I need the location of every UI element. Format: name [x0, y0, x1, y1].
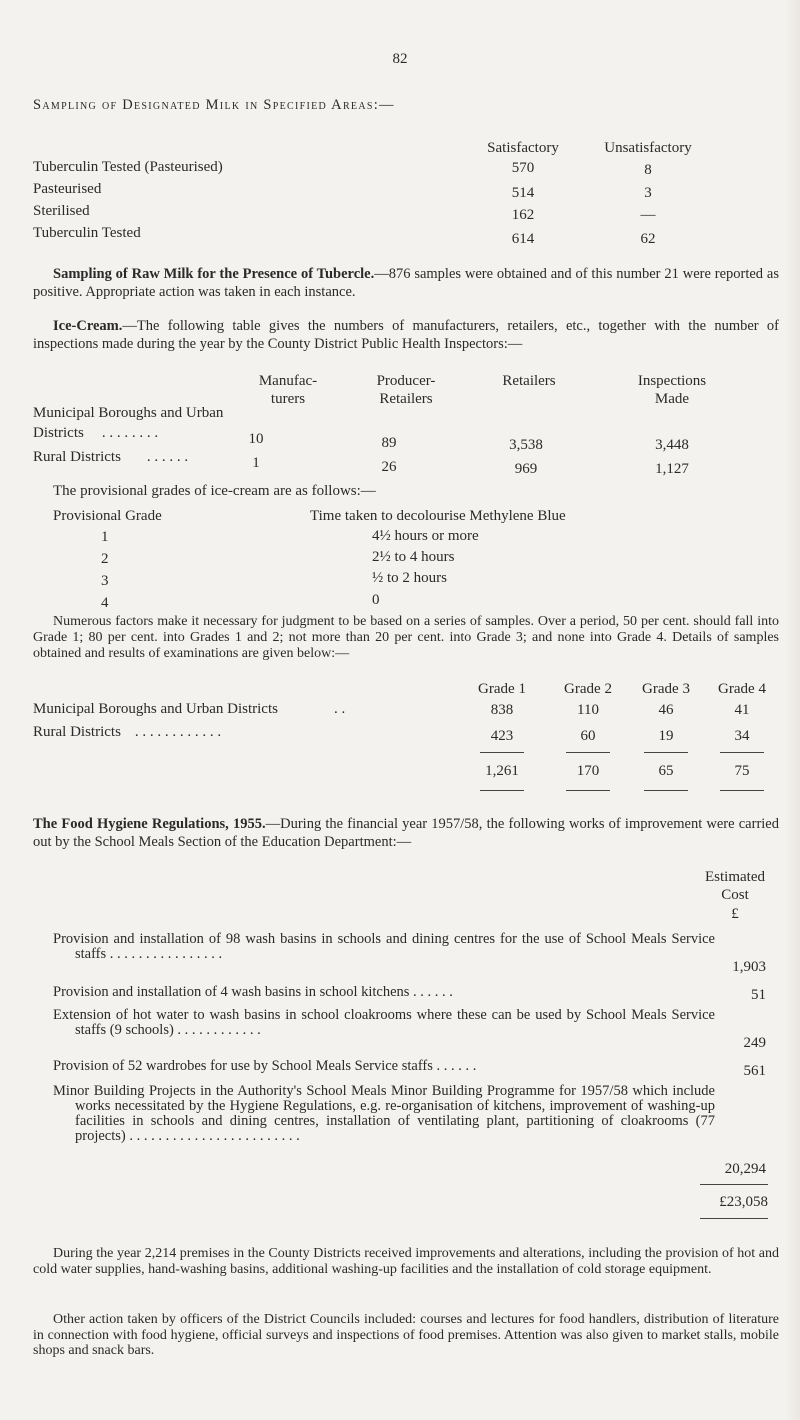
results-grade3: 19 [658, 728, 674, 744]
ice-cream-lead: Ice-Cream. [53, 318, 123, 334]
ice-retailers: 3,538 [509, 437, 543, 453]
milk-satisfactory: 162 [511, 207, 535, 223]
milk-row-label: Tuberculin Tested [33, 225, 141, 241]
milk-unsatisfactory: 8 [644, 162, 652, 178]
cost-header-line2: Cost [721, 887, 749, 904]
results-grade3: 46 [658, 702, 674, 718]
ice-retailers: 969 [514, 461, 538, 477]
col-unsatisfactory: Unsatisfactory [604, 140, 692, 156]
milk-satisfactory: 570 [511, 160, 535, 176]
dot-leader: . . [333, 701, 346, 717]
cost-header-line3: £ [731, 905, 739, 922]
col-retailers: Retailers [502, 373, 556, 389]
rule [644, 752, 688, 753]
rule [480, 790, 524, 791]
results-row2-label [33, 723, 221, 741]
factors-paragraph: Numerous factors make it necessary for judgment to be based on a series of samples. Over a period, 50 per cent. should fall into Grade 1; 80 per cent. into Grades 1 and 2; not more than 20 per cent. into Grade 3; and none into Grade 4. Details of samples obtained and results of examinations are given below:— [33, 614, 779, 662]
col-manufacturers-line2: turers [270, 391, 306, 408]
ice-manufacturers: 10 [248, 431, 264, 447]
time-col-header: Time taken to decolourise Methylene Blue [310, 508, 566, 524]
milk-unsatisfactory: 62 [640, 231, 656, 247]
works-item: Provision of 52 wardrobes for use by School Meals Service staffs . . . . . . [53, 1058, 477, 1074]
rule [700, 1184, 768, 1185]
ice-cream-paragraph [33, 318, 779, 353]
col-grade4: Grade 4 [718, 681, 766, 697]
col-producer-line1: Producer- [376, 373, 436, 389]
dot-leader: . . . . . . [146, 449, 189, 465]
works-item: Provision and installation of 4 wash basins in school kitchens . . . . . . [53, 984, 453, 1000]
other-action-paragraph: Other action taken by officers of the District Councils included: courses and lectures for food handlers, distribution of literature in connection with food hygiene, official surveys and inspections of food premises. Attention was also given to market stalls, mobile shops and snack bars. [33, 1312, 779, 1359]
food-hygiene-paragraph [33, 816, 779, 851]
works-item: Extension of hot water to wash basins in school cloakrooms where these can be used by School Meals Service staffs (9 schools) . . . . . . . . . . . . [53, 1007, 715, 1039]
ice-row1-label-line1: Municipal Boroughs and Urban [33, 405, 224, 421]
raw-milk-lead: Sampling of Raw Milk for the Presence of Tubercle. [53, 266, 375, 282]
milk-unsatisfactory: — [640, 207, 656, 223]
milk-row-label: Pasteurised [33, 181, 102, 197]
results-grade1: 838 [490, 702, 514, 718]
ice-row2-label [33, 448, 188, 466]
grade-time: 4½ hours or more [372, 528, 479, 544]
col-grade1: Grade 1 [478, 681, 526, 697]
milk-row-label: Tuberculin Tested (Pasteurised) [33, 159, 223, 175]
ice-manufacturers: 1 [252, 455, 260, 471]
cost-header-line1: Estimated [705, 869, 765, 885]
results-row2-text: Rural Districts [33, 724, 121, 740]
grades-intro: The provisional grades of ice-cream are as follows:— [53, 483, 376, 499]
col-inspections [607, 372, 737, 409]
results-total-grade3: 65 [658, 763, 674, 779]
ice-inspections: 3,448 [655, 437, 689, 453]
works-item: Minor Building Projects in the Authority's School Meals Minor Building Programme for 1957/58 which include works necessitated by the Hygiene Regulations, e.g. re-organisation of kitchens, improvement of washing-up facilities in schools and dining centres, installation of ventilating plant, partitioning of cloakrooms (77 projects) . . . . . . . . . . . . . . . . . . . . . . . . [53, 1083, 715, 1144]
works-total: £23,058 [719, 1194, 768, 1210]
grade-number: 3 [101, 573, 109, 589]
grade-number: 1 [101, 529, 109, 545]
works-cost: 1,903 [732, 959, 766, 975]
milk-unsatisfactory: 3 [644, 185, 652, 201]
designated-milk-heading: Sampling of Designated Milk in Specified Areas:— [33, 97, 395, 113]
grade-number: 4 [101, 595, 109, 611]
col-manufacturers [228, 372, 348, 409]
works-cost: 249 [743, 1035, 766, 1051]
results-row1-text: Municipal Boroughs and Urban Districts [33, 701, 278, 717]
dot-leader: . . . . . . . . [101, 425, 159, 441]
ice-producer: 89 [381, 435, 397, 451]
results-grade1: 423 [490, 728, 514, 744]
ice-inspections: 1,127 [655, 461, 689, 477]
results-grade4: 41 [734, 702, 750, 718]
rule [566, 752, 610, 753]
results-grade2: 60 [580, 728, 596, 744]
premises-paragraph: During the year 2,214 premises in the County Districts received improvements and alterations, including the provision of hot and cold water supplies, hand-washing basins, additional washing-up facilities and the installation of cold storage equipment. [33, 1246, 779, 1277]
cost-header [680, 868, 790, 923]
results-total-grade2: 170 [576, 763, 600, 779]
dot-leader: . . . . . . . . . . . . [134, 724, 222, 740]
works-item: Provision and installation of 98 wash basins in schools and dining centres for the use of School Meals Service staffs . . . . . . . . . . . . . . . . [53, 931, 715, 963]
grade-time: ½ to 2 hours [372, 570, 447, 586]
ice-row1-label-text: Districts [33, 425, 84, 441]
milk-row-label: Sterilised [33, 203, 90, 219]
grade-col-header: Provisional Grade [53, 508, 162, 524]
results-grade2: 110 [577, 702, 599, 718]
works-cost: 51 [751, 987, 766, 1003]
rule [566, 790, 610, 791]
rule [700, 1218, 768, 1219]
col-producer-retailers [346, 372, 466, 409]
raw-milk-paragraph [33, 266, 779, 301]
food-hygiene-text: —During the financial year 1957/58, the following works of improvement were carried out by the School Meals Section of the Education Department:— [33, 816, 779, 850]
page-number: 82 [392, 51, 408, 67]
results-grade4: 34 [734, 728, 750, 744]
rule [720, 790, 764, 791]
milk-satisfactory: 514 [511, 185, 535, 201]
works-cost: 20,294 [724, 1161, 766, 1177]
rule [480, 752, 524, 753]
ice-cream-text: —The following table gives the numbers of manufacturers, retailers, etc., together with the number of inspections made during the year by the County District Public Health Inspectors:— [33, 318, 779, 352]
ice-producer: 26 [381, 459, 397, 475]
col-inspections-line1: Inspections [637, 373, 707, 389]
col-grade2: Grade 2 [564, 681, 612, 697]
rule [644, 790, 688, 791]
results-row1-label [33, 700, 345, 718]
grade-time: 2½ to 4 hours [372, 549, 455, 565]
col-grade3: Grade 3 [642, 681, 690, 697]
col-satisfactory: Satisfactory [487, 140, 559, 156]
ice-row1-label-line2 [33, 424, 158, 442]
raw-milk-text: —876 samples were obtained and of this number 21 were reported as positive. Appropriate action was taken in each instance. [33, 266, 779, 300]
results-total-grade4: 75 [734, 763, 750, 779]
col-manufacturers-line1: Manufac- [258, 373, 318, 389]
grade-time: 0 [372, 592, 380, 608]
page-edge-shadow [786, 0, 800, 1420]
grade-number: 2 [101, 551, 109, 567]
ice-row2-label-text: Rural Districts [33, 449, 121, 465]
col-inspections-line2: Made [654, 391, 690, 408]
col-producer-line2: Retailers [379, 391, 433, 408]
works-cost: 561 [743, 1063, 766, 1079]
milk-satisfactory: 614 [511, 231, 535, 247]
food-hygiene-lead: The Food Hygiene Regulations, 1955. [33, 816, 266, 832]
results-total-grade1: 1,261 [485, 763, 519, 779]
rule [720, 752, 764, 753]
